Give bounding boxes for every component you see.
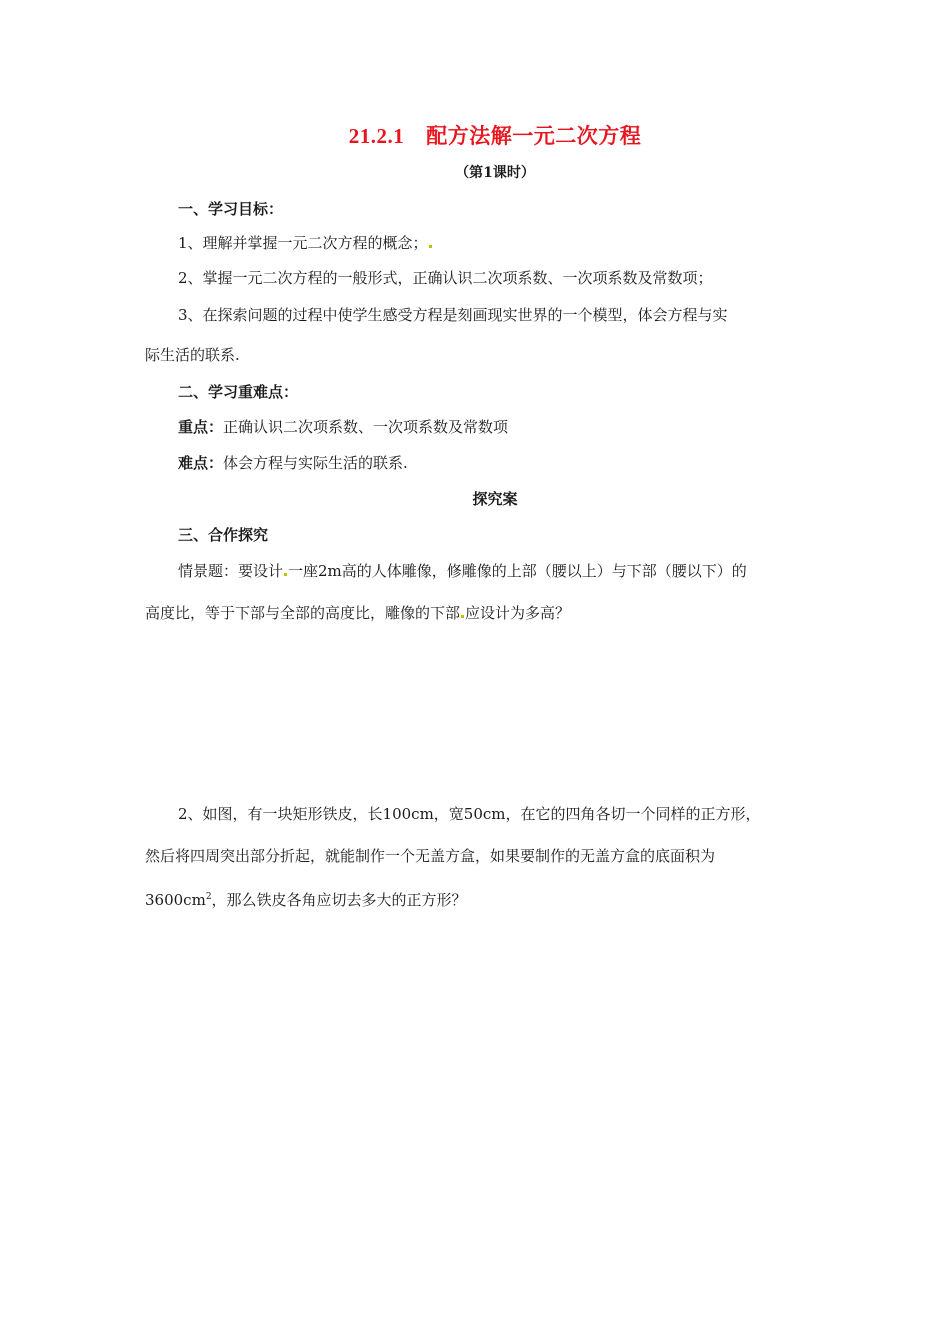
section1-heading: 一、学习目标： [178,200,284,218]
objective-item-3-continued: 际生活的联系. [145,346,240,364]
scenario-line-2-a: 高度比，等于下部与全部的高度比，雕像的下部 [145,604,461,622]
scenario-line-1-b: 一座2m高的人体雕像，修雕像的上部（腰以上）与下部（腰以下）的 [288,562,747,580]
title-text: 配方法解一元二次方程 [426,123,642,148]
marker-dot [461,615,464,618]
difficulty-line [178,453,408,473]
key-point-label: 重点： [178,418,224,436]
objective-item-1-text: 1、理解并掌握一元二次方程的概念； [178,234,428,252]
marker-dot [429,245,432,248]
question2-line-3 [145,887,467,910]
question2-line-3-text: ，那么铁皮各角应切去多大的正方形？ [211,891,467,909]
scenario-line-2-b: 应设计为多高？ [465,604,571,622]
section2-heading: 二、学习重难点： [178,383,299,401]
objective-item-2: 2、掌握一元二次方程的一般形式，正确认识二次项系数、一次项系数及常数项； [178,269,713,287]
marker-dot [284,573,287,576]
question2-line-2: 然后将四周突出部分折起，就能制作一个无盖方盒，如果要制作的无盖方盒的底面积为 [145,847,716,865]
question2-line-1: 2、如图，有一块矩形铁皮，长100cm，宽50cm，在它的四角各切一个同样的正方形， [178,805,761,823]
page-title [0,120,950,150]
scenario-line-2 [145,603,570,623]
area-value: 3600cm [145,891,206,909]
section3-heading: 三、合作探究 [178,526,269,544]
title-number: 21.2.1 [348,124,405,148]
difficulty-label: 难点： [178,454,224,472]
scenario-line-1-a: 情景题：要设计 [178,562,284,580]
lesson-subtitle: （第1课时） [455,165,535,181]
key-point-text: 正确认识二次项系数、一次项系数及常数项 [223,418,509,436]
difficulty-text: 体会方程与实际生活的联系. [223,454,408,472]
scenario-line-1 [178,561,747,581]
objective-item-3: 3、在探索问题的过程中使学生感受方程是刻画现实世界的一个模型，体会方程与实 [178,306,728,324]
area-exponent: 2 [205,892,212,902]
explore-heading: 探究案 [472,490,518,508]
objective-item-1 [178,233,433,253]
key-point-line [178,417,508,437]
